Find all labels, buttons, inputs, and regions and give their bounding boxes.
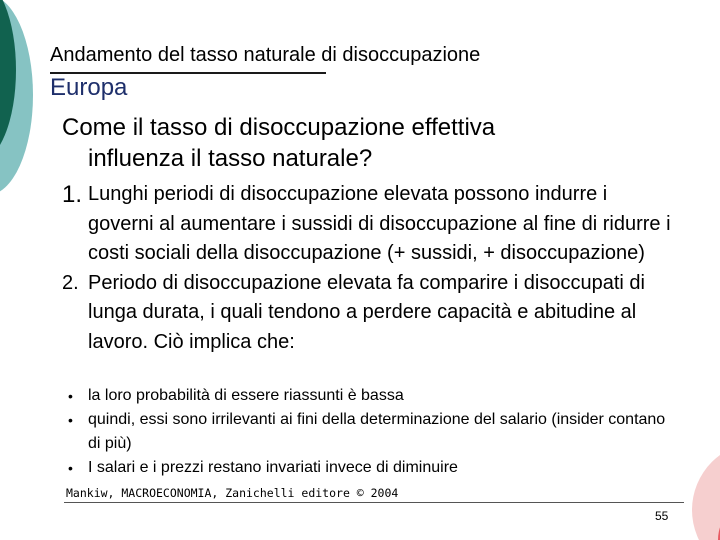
footer-divider [64,502,684,503]
list-item [62,180,672,269]
bullet-item [62,408,682,456]
footer-source: Mankiw, MACROECONOMIA, Zanichelli editore © 2004 [66,486,399,500]
page-number: 55 [655,509,669,523]
bullet-item [62,456,682,480]
bullet-text: I salari e i prezzi restano invariati invece di diminuire [88,459,458,476]
pink-circle-shape [692,442,720,540]
bullet-text: quindi, essi sono irrilevanti ai fini della determinazione del salario (insider contano di più) [88,411,666,452]
question [62,112,682,174]
slide-subtitle: Europa [50,74,128,101]
item-number: 2. [62,271,79,294]
numbered-list [62,180,672,357]
bullet-item [62,384,682,408]
bullet-icon: • [68,388,73,404]
question-line-1: Come il tasso di disoccupazione effettiva [62,114,496,141]
item-text: Lunghi periodi di disoccupazione elevata possono indurre i governi al aumentare i sussidi di disoccupazione al fine di ridurre i costi sociali della disoccupazione (+ sussidi, + disoccupazione) [88,183,671,264]
bullet-icon: • [68,412,73,428]
slide-title: Andamento del tasso naturale di disoccupazione [50,44,481,66]
item-text: Periodo di disoccupazione elevata fa comparire i disoccupati di lunga durata, i quali tendono a perdere capacità e abitudine al lavoro. Ciò implica che: [88,271,645,353]
bullet-icon: • [68,460,73,476]
list-item [62,269,672,358]
bullet-text: la loro probabilità di essere riassunti è bassa [88,387,404,404]
question-line-2: influenza il tasso naturale? [88,145,373,172]
item-number: 1. [62,181,83,208]
bullet-list [62,384,682,480]
